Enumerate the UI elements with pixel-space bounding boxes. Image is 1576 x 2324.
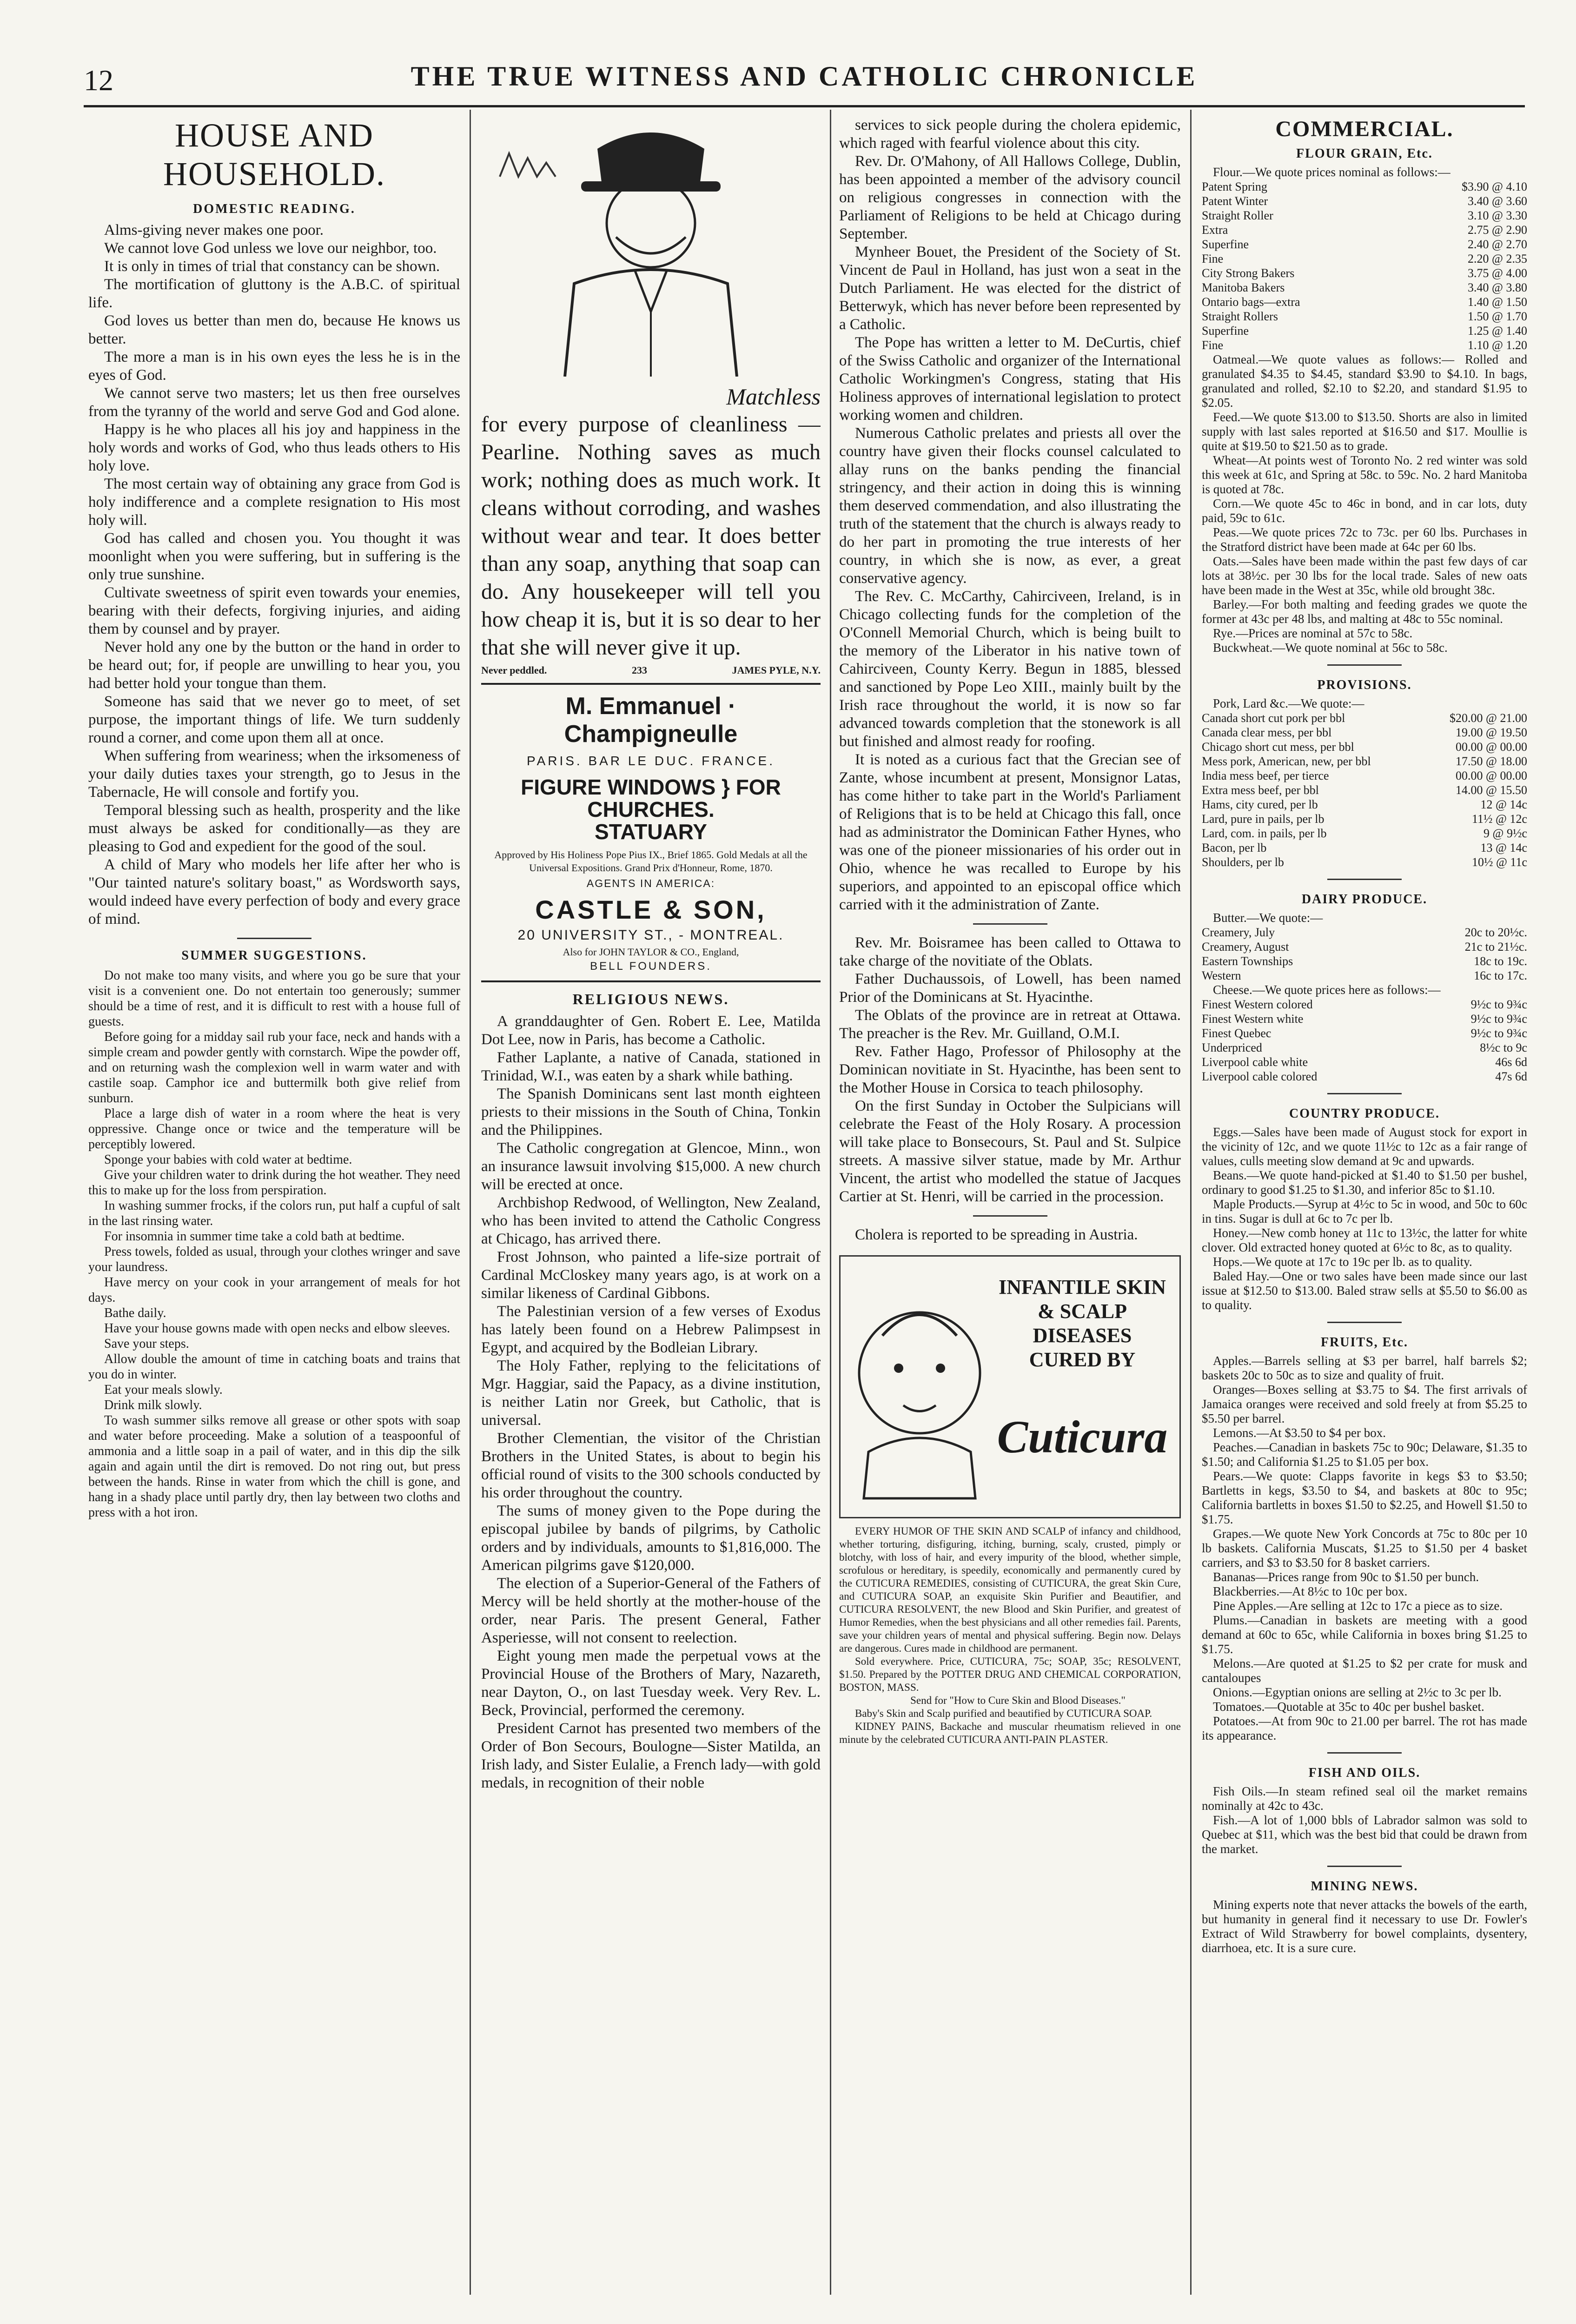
section-title: RELIGIOUS NEWS.	[572, 991, 729, 1007]
paragraph: Flour.—We quote prices nominal as follows:—	[1213, 165, 1450, 179]
ad-footer-number: 233	[631, 664, 647, 676]
price-item: City Strong Bakers	[1202, 266, 1295, 280]
paragraph: It is only in times of trial that constancy can be shown.	[104, 258, 440, 275]
paragraph: Cultivate sweetness of spirit even towards your enemies, bearing with their defects, forgiving injuries, and aiding them by counsel and by prayer.	[88, 584, 460, 637]
champigneulle-ad	[481, 683, 821, 982]
price-value: 47s 6d	[1495, 1070, 1527, 1083]
paragraph: Pears.—We quote: Clapps favorite in kegs $3 to $3.50; Bartletts in kegs, $3.50 to $4, and baskets at 80c to 95c; California bartletts in boxes $1.50 to $2.25, and Howell $1.50 to $1.75.	[1202, 1469, 1527, 1526]
price-row	[1202, 812, 1527, 826]
price-item: Mess pork, American, new, per bbl	[1202, 755, 1371, 768]
paragraph: The Holy Father, replying to the felicitations of Mgr. Haggiar, said the Papacy, as a divine institution, is neither Latin nor Greek, but Catholic, that is universal.	[481, 1357, 821, 1429]
paragraph: The Rev. C. McCarthy, Cahirciveen, Ireland, is in Chicago collecting funds for the completion of the O'Connell Memorial Church, which is being built to the memory of the Liberator in his native town of Cahirciveen, County Kerry. Begun in 1885, blessed and sanctioned by Pope Leo XIII., mainly built by the Irish race throughout the world, it is now so far advanced towards completion that the stonework is all but finished and almost ready for roofing.	[839, 588, 1181, 750]
price-item: Superfine	[1202, 238, 1249, 251]
price-item: Ontario bags—extra	[1202, 295, 1300, 309]
paragraph: Never hold any one by the button or the hand in order to be heard out; for, if people are unwilling to hear you, you had better hold your tongue than them.	[88, 639, 460, 692]
ad-footer	[481, 664, 821, 676]
divider	[1327, 1322, 1402, 1323]
paragraph: Sponge your babies with cold water at bedtime.	[104, 1152, 352, 1167]
price-value: 46s 6d	[1495, 1055, 1527, 1069]
subsection-title: FISH AND OILS.	[1308, 1766, 1421, 1780]
subsection-title: DAIRY PRODUCE.	[1301, 892, 1428, 907]
paragraph: Hops.—We quote at 17c to 19c per lb. as to quality.	[1213, 1255, 1472, 1269]
paragraph: The Catholic congregation at Glencoe, Minn., won an insurance lawsuit involving $15,000. A new church will be erected at once.	[481, 1140, 821, 1193]
cuticura-ad-title: INFANTILE SKIN & SCALP DISEASES CURED BY	[999, 1276, 1166, 1371]
price-item: Fine	[1202, 252, 1224, 265]
provisions-price-table	[1202, 711, 1527, 869]
paragraph: Honey.—New comb honey at 11c to 13½c, the latter for white clover. Old extracted honey quoted at 6½c to 8c, as to quality.	[1202, 1226, 1527, 1254]
ad-footer-right: JAMES PYLE, N.Y.	[732, 664, 821, 676]
price-row	[1202, 954, 1527, 968]
ad-address: PARIS. BAR LE DUC. FRANCE.	[526, 754, 775, 768]
price-item: Extra mess beef, per bbl	[1202, 783, 1319, 797]
paragraph: Potatoes.—At from 90c to 21.00 per barrel. The rot has made its appearance.	[1202, 1714, 1527, 1742]
price-item: Finest Quebec	[1202, 1026, 1271, 1040]
subsection-title: DOMESTIC READING.	[193, 202, 356, 216]
pearline-ad-text: for every purpose of cleanliness — Pearline. Nothing saves as much work; nothing does as much work. It cleans without corroding, and washes without wear and tear. It does better than any soap, anything that soap can do. Any housekeeper will tell you how cheap it is, but it is so dear to her that she will never give it up.	[481, 412, 821, 660]
price-value: $20.00 @ 21.00	[1450, 711, 1527, 725]
price-value: 20c to 20½c.	[1464, 926, 1527, 939]
paragraph: Melons.—Are quoted at $1.25 to $2 per crate for musk and cantaloupes	[1202, 1656, 1527, 1685]
paragraph: We cannot love God unless we love our neighbor, too.	[104, 240, 437, 257]
paragraph: Drink milk slowly.	[104, 1398, 202, 1412]
price-value: 2.40 @ 2.70	[1468, 238, 1527, 251]
paragraph: Mining experts note that never attacks the bowels of the earth, but humanity in general find it necessary to use Dr. Fowler's Extract of Wild Strawberry for bowel complaints, dysentery, diarrhoea, etc. It is a sure cure.	[1202, 1898, 1527, 1955]
paragraph: The mortification of gluttony is the A.B.C. of spiritual life.	[88, 276, 460, 311]
paragraph: The Palestinian version of a few verses of Exodus has lately been found on a Hebrew Palimpsest in Egypt, and acquired by the Bodleian Library.	[481, 1303, 821, 1356]
price-value: 2.75 @ 2.90	[1468, 223, 1527, 237]
price-value: 00.00 @ 00.00	[1456, 769, 1527, 782]
price-value: 9½c to 9¾c	[1470, 1026, 1527, 1040]
cheese-price-table	[1202, 997, 1527, 1084]
divider	[973, 923, 1047, 925]
price-value: 2.20 @ 2.35	[1468, 252, 1527, 265]
divider	[1327, 879, 1402, 880]
price-row	[1202, 1012, 1527, 1026]
paragraph: The Oblats of the province are in retreat at Ottawa. The preacher is the Rev. Mr. Guilland, O.M.I.	[839, 1007, 1181, 1042]
paragraph: Father Duchaussois, of Lowell, has been named Prior of the Dominicans at St. Hyacinthe.	[839, 971, 1181, 1006]
paragraph: The election of a Superior-General of the Fathers of Mercy will be held shortly at the mother-house of the order, near Paris. The present General, Father Asperiesse, will not consent to reelection.	[481, 1575, 821, 1646]
ad-also: Also for JOHN TAYLOR & CO., England,	[563, 946, 739, 958]
paragraph: Tomatoes.—Quotable at 35c to 40c per bushel basket.	[1213, 1700, 1484, 1714]
price-value: 18c to 19c.	[1474, 954, 1527, 968]
price-row	[1202, 740, 1527, 754]
price-value: 3.75 @ 4.00	[1468, 266, 1527, 280]
column-divider	[830, 110, 831, 2295]
divider	[237, 938, 311, 939]
price-value: 12 @ 14c	[1480, 798, 1527, 811]
paragraph: EVERY HUMOR OF THE SKIN AND SCALP of infancy and childhood, whether torturing, disfiguring, itching, burning, scaly, crusted, pimply or blotchy, with loss of hair, and every impurity of the blood, whether simple, scrofulous or hereditary, is speedily, economically and permanently cured by the CUTICURA REMEDIES, consisting of CUTICURA, the great Skin Cure, and CUTICURA SOAP, an exquisite Skin Purifier and Beautifier, and CUTICURA RESOLVENT, the new Blood and Skin Purifier, and greatest of Humor Remedies, when the best physicians and all other remedies fail. Parents, save your children years of mental and physical suffering. Begin now. Delays are dangerous. Cures made in childhood are permanent.	[839, 1525, 1181, 1654]
paragraph: Maple Products.—Syrup at 4½c to 5c in wood, and 50c to 60c in tins. Sugar is dull at 6c to 7c per lb.	[1202, 1197, 1527, 1225]
paragraph: Oats.—Sales have been made within the past few days of car lots at 38½c. per 30 lbs for the local trade. Sales of new oats have been made in the West at 35c, while old brought 38c.	[1202, 554, 1527, 597]
subsection-title: COUNTRY PRODUCE.	[1289, 1106, 1440, 1121]
price-value: 9½c to 9¾c	[1470, 998, 1527, 1011]
paragraph: On the first Sunday in October the Sulpicians will celebrate the Feast of the Holy Rosary. A procession will take place to Bonsecours, St. Paul and St. Sulpice streets. A massive silver statue, made by Mr. Arthur Vincent, the artist who modelled the statue of Jacques Cartier at St. Henri, will be carried in the procession.	[839, 1098, 1181, 1205]
paragraph: Corn.—We quote 45c to 46c in bond, and in car lots, duty paid, 59c to 61c.	[1202, 497, 1527, 525]
subsection-title: PROVISIONS.	[1317, 678, 1412, 692]
paragraph: KIDNEY PAINS, Backache and muscular rheumatism relieved in one minute by the celebrated CUTICURA ANTI-PAIN PLASTER.	[839, 1721, 1181, 1745]
paragraph: services to sick people during the cholera epidemic, which raged with fearful violence about this city.	[839, 117, 1181, 152]
paragraph: Do not make too many visits, and where you go be sure that your visit is a convenient one. Do not entertain too generously; summer should be a time of rest, and it is difficult to rest with a house full of guests.	[88, 968, 460, 1029]
paragraph: Rev. Dr. O'Mahony, of All Hallows College, Dublin, has been appointed a member of the advisory council on religious congresses in connection with the Parliament of Religions to be held at Chicago during September.	[839, 153, 1181, 242]
price-row	[1202, 754, 1527, 768]
fish-text	[1202, 1784, 1527, 1856]
flour-price-table	[1202, 179, 1527, 352]
paragraph: Peas.—We quote prices 72c to 73c. per 60 lbs. Purchases in the Stratford district have been made at 64c per 60 lbs.	[1202, 525, 1527, 554]
section-title: COMMERCIAL.	[1275, 117, 1454, 141]
price-row	[1202, 968, 1527, 983]
price-item: Canada clear mess, per bbl	[1202, 726, 1332, 739]
price-value: 9 @ 9½c	[1483, 827, 1527, 840]
price-item: Shoulders, per lb	[1202, 855, 1284, 869]
paragraph: The Spanish Dominicans sent last month eighteen priests to their missions in the South of China, Tonkin and the Philippines.	[481, 1086, 821, 1139]
price-item: Lard, pure in pails, per lb	[1202, 812, 1324, 826]
paragraph: Rev. Father Hago, Professor of Philosophy at the Dominican novitiate in St. Hyacinthe, has been sent to the Mother House in Corsica to teach philosophy.	[839, 1043, 1181, 1096]
price-row	[1202, 266, 1527, 280]
paragraph: Onions.—Egyptian onions are selling at 2½c to 3c per lb.	[1213, 1685, 1502, 1699]
price-value: 1.10 @ 1.20	[1468, 338, 1527, 352]
cuticura-ad-illustration	[839, 1255, 1181, 1518]
ad-street: 20 UNIVERSITY ST., - MONTREAL.	[517, 927, 784, 943]
price-value: 14.00 @ 15.50	[1456, 783, 1527, 797]
paragraph: Eight young men made the perpetual vows at the Provincial House of the Brothers of Mary, Nazareth, near Dayton, O., on last Tuesday week. Very Rev. L. Beck, Provincial, performed the ceremony.	[481, 1648, 821, 1719]
paragraph: Father Laplante, a native of Canada, stationed in Trinidad, W.I., was eaten by a shark while bathing.	[481, 1049, 821, 1084]
column-house-and-household	[88, 116, 460, 2297]
price-value: 3.40 @ 3.60	[1468, 194, 1527, 208]
paragraph: Plums.—Canadian in baskets are meeting with a good demand at 60c to 65c, while California in boxes bring $1.25 to $1.75.	[1202, 1613, 1527, 1656]
price-item: Straight Roller	[1202, 209, 1273, 222]
paragraph: Peaches.—Canadian in baskets 75c to 90c; Delaware, $1.35 to $1.50; and California $1.25 to $1.05 per box.	[1202, 1440, 1527, 1469]
column-divider	[470, 110, 471, 2295]
page-number: 12	[84, 64, 113, 97]
paragraph: Blackberries.—At 8½c to 10c per box.	[1213, 1584, 1408, 1598]
paragraph: Allow double the amount of time in catching boats and trains that you do in winter.	[88, 1352, 460, 1382]
fruits-text	[1202, 1354, 1527, 1743]
paragraph: Archbishop Redwood, of Wellington, New Zealand, who has been invited to attend the Catholic Congress at Chicago, has arrived there.	[481, 1194, 821, 1247]
price-value: 19.00 @ 19.50	[1456, 726, 1527, 739]
price-row	[1202, 997, 1527, 1012]
paragraph: Baled Hay.—One or two sales have been made since our last issue at $12.50 to $13.00. Baled straw sells at $5.50 to $6.00 as to quality.	[1202, 1269, 1527, 1312]
price-row	[1202, 179, 1527, 194]
price-item: Straight Rollers	[1202, 310, 1278, 323]
price-row	[1202, 1055, 1527, 1069]
paragraph: Eat your meals slowly.	[104, 1383, 223, 1397]
paragraph: Buckwheat.—We quote nominal at 56c to 58c.	[1213, 641, 1448, 655]
price-row	[1202, 324, 1527, 338]
subsection-title: FLOUR GRAIN, Etc.	[1296, 146, 1433, 161]
cuticura-brand: Cuticura	[997, 1411, 1168, 1463]
paragraph: Frost Johnson, who painted a life-size portrait of Cardinal McCloskey many years ago, is at work on a similar likeness of Cardinal Gibbons.	[481, 1249, 821, 1302]
column-divider	[1190, 110, 1192, 2295]
price-value: 16c to 17c.	[1474, 969, 1527, 982]
divider	[1327, 664, 1402, 666]
paragraph: It is noted as a curious fact that the Grecian see of Zante, whose incumbent at present, Monsignor Latas, has come hither to take part in the World's Parliament of Religions that is to be held at Chicago this fall, once had as administrator the Dominican Father Hynes, who was one of the pioneer missionaries of his order out in Ohio, whence he was recalled to Europe by his superiors, and appointed to an episcopal office which carried with it the administration of Zante.	[839, 751, 1181, 913]
price-row	[1202, 768, 1527, 783]
price-item: Finest Western white	[1202, 1012, 1304, 1026]
price-row	[1202, 940, 1527, 954]
paragraph: President Carnot has presented two members of the Order of Bon Secours, Boulogne—Sister Matilda, an Irish lady, and Sister Eulalie, a French lady—with gold medals, in recognition of their noble	[481, 1720, 821, 1791]
paragraph: Mynheer Bouet, the President of the Society of St. Vincent de Paul in Holland, has just won a seat in the Dutch Parliament. He was elected for the district of Betterwyk, which has never before been represented by a Catholic.	[839, 244, 1181, 333]
subsection-title: MINING NEWS.	[1311, 1879, 1418, 1894]
paragraph: Oranges—Boxes selling at $3.75 to $4. The first arrivals of Jamaica oranges were received and sold freely at from $5.25 to $5.50 per barrel.	[1202, 1383, 1527, 1425]
country-produce-text	[1202, 1125, 1527, 1312]
paragraph: Pork, Lard &c.—We quote:—	[1213, 696, 1364, 710]
paragraph: Bathe daily.	[104, 1306, 166, 1320]
summer-suggestions-text	[88, 968, 460, 1520]
price-row	[1202, 1040, 1527, 1055]
divider	[1327, 1752, 1402, 1754]
price-value: 3.40 @ 3.80	[1468, 281, 1527, 294]
price-item: Chicago short cut mess, per bbl	[1202, 740, 1354, 754]
paragraph: Fish Oils.—In steam refined seal oil the market remains nominally at 42c to 43c.	[1202, 1784, 1527, 1813]
price-item: Hams, city cured, per lb	[1202, 798, 1318, 811]
butter-price-table	[1202, 925, 1527, 983]
ad-name: M. Emmanuel · Champigneulle	[564, 693, 738, 748]
price-value: $3.90 @ 4.10	[1462, 180, 1527, 193]
paragraph: Brother Clementian, the visitor of the Christian Brothers in the United States, is about to begin his official round of visits to the 300 schools conducted by his order throughout the country.	[481, 1430, 821, 1501]
price-value: 10½ @ 11c	[1471, 855, 1527, 869]
column-news-continued	[839, 116, 1181, 2297]
paragraph: Alms-giving never makes one poor.	[104, 222, 324, 238]
ad-approval: Approved by His Holiness Pope Pius IX., Brief 1865. Gold Medals at all the Universal Expositions. Grand Prix d'Honneur, Rome, 1870.	[494, 849, 808, 874]
price-value: 00.00 @ 00.00	[1456, 740, 1527, 754]
ad-product-line-2: STATUARY	[595, 820, 707, 844]
column-ads-and-religious-news	[481, 116, 821, 2297]
price-item: Canada short cut pork per bbl	[1202, 711, 1345, 725]
paragraph: A granddaughter of Gen. Robert E. Lee, Matilda Dot Lee, now in Paris, has become a Catholic.	[481, 1013, 821, 1048]
paragraph: Feed.—We quote $13.00 to $13.50. Shorts are also in limited supply with last sales reported at $16.50 and $17. Moullie is quite at $19.50 to $21.50 as to grade.	[1202, 410, 1527, 453]
paragraph: When suffering from weariness; when the irksomeness of your daily duties taxes your strength, go to Jesus in the Tabernacle, He will console and fortify you.	[88, 748, 460, 801]
paragraph: We cannot serve two masters; let us then free ourselves from the tyranny of the world and serve God and God alone.	[88, 385, 460, 420]
price-row	[1202, 237, 1527, 252]
paragraph: The more a man is in his own eyes the less he is in the eyes of God.	[88, 349, 460, 384]
header-rule	[84, 105, 1525, 107]
ad-bell: BELL FOUNDERS.	[590, 960, 712, 973]
price-row	[1202, 252, 1527, 266]
paragraph: God has called and chosen you. You thought it was moonlight when you were suffering, but in suffering is the only true sunshine.	[88, 530, 460, 583]
ad-firm: CASTLE & SON,	[535, 895, 767, 924]
paragraph: Eggs.—Sales have been made of August stock for export in the vicinity of 12c, and we quote 11½c to 12c as a fair range of values, culls meeting slow demand at 9c and upwards.	[1202, 1125, 1527, 1168]
paragraph: Happy is he who places all his joy and happiness in the holy words and works of God, who thus leads others to His holy love.	[88, 421, 460, 474]
paragraph: For insomnia in summer time take a cold bath at bedtime.	[104, 1229, 405, 1244]
section-title: HOUSE AND HOUSEHOLD.	[163, 117, 385, 192]
price-value: 17.50 @ 18.00	[1456, 755, 1527, 768]
divider	[973, 1215, 1047, 1217]
paragraph: Butter.—We quote:—	[1213, 911, 1323, 925]
price-item: Superfine	[1202, 324, 1249, 338]
paragraph: Cheese.—We quote prices here as follows:—	[1213, 983, 1441, 997]
paragraph: Wheat—At points west of Toronto No. 2 red winter was sold this week at 61c, and Spring at 58c. to 59c. No. 2 hard Manitoba is quoted at 78c.	[1202, 453, 1527, 496]
price-item: Liverpool cable white	[1202, 1055, 1308, 1069]
price-value: 11½ @ 12c	[1471, 812, 1527, 826]
cuticura-ad-text	[839, 1525, 1181, 1746]
news-text	[839, 116, 1181, 1244]
paragraph: The Pope has written a letter to M. DeCurtis, chief of the Swiss Catholic and organizer of the International Catholic Workingmen's Congress, stating that His Holiness approves of international legislation to protect working women and children.	[839, 334, 1181, 424]
paragraph: Have mercy on your cook in your arrangement of meals for hot days.	[88, 1275, 460, 1305]
paragraph: Oatmeal.—We quote values as follows:— Rolled and granulated $4.35 to $4.45, standard $3.90 to $4.10. In bags, granulated and rolled, $2.10 to $2.20, and standard $1.95 to $2.05.	[1202, 352, 1527, 410]
paragraph: Barley.—For both malting and feeding grades we quote the former at 43c per 48 lbs, and malting at 48c to 55c nominal.	[1202, 597, 1527, 626]
paragraph: The most certain way of obtaining any grace from God is holy indifference and a complete resignation to His most holy will.	[88, 476, 460, 529]
paragraph: To wash summer silks remove all grease or other spots with soap and water before proceeding. Make a solution of a teaspoonful of ammonia and a little soap in a pail of water, and in this dip the silk again and again until the dirt is removed. Do not ring out, but press between the hands. Rinse in water from which the chill is gone, and hang in a shady place until partly dry, then lay between two cloths and press with a hot iron.	[88, 1413, 460, 1520]
paragraph: In washing summer frocks, if the colors run, put half a cupful of salt in the last rinsing water.	[88, 1198, 460, 1228]
paragraph: Sold everywhere. Price, CUTICURA, 75c; SOAP, 35c; RESOLVENT, $1.50. Prepared by the POTTER DRUG AND CHEMICAL CORPORATION, BOSTON, MASS.	[839, 1655, 1181, 1693]
paragraph: Save your steps.	[104, 1337, 189, 1351]
flour-text	[1202, 352, 1527, 655]
price-item: Manitoba Bakers	[1202, 281, 1285, 294]
price-item: Patent Spring	[1202, 180, 1267, 193]
price-row	[1202, 783, 1527, 797]
man-in-bowler-hat-illustration	[481, 116, 821, 377]
price-row	[1202, 925, 1527, 940]
price-item: Eastern Townships	[1202, 954, 1293, 968]
price-item: Patent Winter	[1202, 194, 1268, 208]
paragraph: Beans.—We quote hand-picked at $1.40 to $1.50 per bushel, ordinary to good $1.25 to $1.30, and inferior 85c to $1.10.	[1202, 1168, 1527, 1197]
price-item: Underpriced	[1202, 1041, 1262, 1054]
paragraph: The sums of money given to the Pope during the episcopal jubilee by bands of pilgrims, by Catholic orders and by individuals, amounts to $1,816,000. The American pilgrims gave $120,000.	[481, 1503, 821, 1574]
domestic-reading-text	[88, 221, 460, 928]
price-item: Extra	[1202, 223, 1228, 237]
price-row	[1202, 826, 1527, 841]
price-row	[1202, 280, 1527, 295]
price-row	[1202, 855, 1527, 869]
paragraph: Press towels, folded as usual, through your clothes wringer and save your laundress.	[88, 1245, 460, 1274]
masthead-title: THE TRUE WITNESS AND CATHOLIC CHRONICLE	[411, 61, 1198, 92]
paragraph: Give your children water to drink during the hot weather. They need this to make up for the loss from perspiration.	[88, 1168, 460, 1198]
price-value: 3.10 @ 3.30	[1468, 209, 1527, 222]
price-item: Fine	[1202, 338, 1224, 352]
price-row	[1202, 797, 1527, 812]
price-row	[1202, 223, 1527, 237]
price-value: 13 @ 14c	[1480, 841, 1527, 854]
price-item: Finest Western colored	[1202, 998, 1313, 1011]
price-item: India mess beef, per tierce	[1202, 769, 1329, 782]
price-item: Liverpool cable colored	[1202, 1070, 1318, 1083]
religious-news-text	[481, 1013, 821, 1792]
paragraph: Cholera is reported to be spreading in Austria.	[855, 1226, 1138, 1243]
price-row	[1202, 1069, 1527, 1084]
paragraph: Fish.—A lot of 1,000 bbls of Labrador salmon was sold to Quebec at $11, which was the best bid that could be drawn from the market.	[1202, 1813, 1527, 1856]
divider	[1327, 1866, 1402, 1867]
price-item: Creamery, July	[1202, 926, 1275, 939]
price-value: 9½c to 9¾c	[1470, 1012, 1527, 1026]
paragraph: Place a large dish of water in a room where the heat is very oppressive. Change once or twice and the temperature will be perceptibly lowered.	[88, 1106, 460, 1152]
price-row	[1202, 338, 1527, 352]
price-row	[1202, 309, 1527, 324]
subsection-title: SUMMER SUGGESTIONS.	[181, 948, 367, 963]
price-item: Bacon, per lb	[1202, 841, 1267, 854]
paragraph: Send for "How to Cure Skin and Blood Diseases."	[910, 1695, 1126, 1706]
ad-footer-left: Never peddled.	[481, 664, 547, 676]
ad-headline: Matchless	[726, 384, 821, 410]
paragraph: Someone has said that we never go to meet, of set purpose, the important things of life. We turn suddenly round a corner, and come upon them all at once.	[88, 693, 460, 746]
price-value: 8½c to 9c	[1480, 1041, 1527, 1054]
price-item: Western	[1202, 969, 1241, 982]
paragraph: Rev. Mr. Boisramee has been called to Ottawa to take charge of the novitiate of the Oblats.	[839, 934, 1181, 969]
ad-agents: AGENTS IN AMERICA:	[586, 877, 715, 889]
column-commercial	[1202, 116, 1527, 2297]
paragraph: Grapes.—We quote New York Concords at 75c to 80c per 10 lb baskets. California Muscats, $1.25 to $1.50 per 4 basket carriers, and $3 to $3.50 for 8 basket carriers.	[1202, 1527, 1527, 1569]
price-row	[1202, 295, 1527, 309]
subsection-title: FRUITS, Etc.	[1320, 1335, 1409, 1350]
divider	[1327, 1093, 1402, 1094]
price-value: 1.50 @ 1.70	[1468, 310, 1527, 323]
price-row	[1202, 725, 1527, 740]
price-value: 1.25 @ 1.40	[1468, 324, 1527, 338]
paragraph: Lemons.—At $3.50 to $4 per box.	[1213, 1426, 1386, 1440]
paragraph: Baby's Skin and Scalp purified and beautified by CUTICURA SOAP.	[855, 1708, 1152, 1719]
paragraph: Bananas—Prices range from 90c to $1.50 per bunch.	[1213, 1570, 1479, 1584]
paragraph: Before going for a midday sail rub your face, neck and hands with a simple cream and powder gently with cornstarch. Wipe the powder off, and on returning wash the complexion well in warm water and with castile soap. Camphor ice and buttermilk both give relief from sunburn.	[88, 1030, 460, 1106]
paragraph: Pine Apples.—Are selling at 12c to 17c a piece as to size.	[1213, 1599, 1503, 1613]
price-row	[1202, 711, 1527, 725]
price-row	[1202, 1026, 1527, 1040]
price-value: 21c to 21½c.	[1464, 940, 1527, 953]
price-row	[1202, 841, 1527, 855]
price-item: Creamery, August	[1202, 940, 1289, 953]
paragraph: Temporal blessing such as health, prosperity and the like must always be asked for conditionally—as they are pleasing to God and expedient for the good of the soul.	[88, 802, 460, 855]
price-value: 1.40 @ 1.50	[1468, 295, 1527, 309]
price-row	[1202, 194, 1527, 208]
paragraph: A child of Mary who models her life after her who is "Our tainted nature's solitary boast," as Wordsworth says, would indeed have every perfection of body and every grace of mind.	[88, 856, 460, 927]
paragraph: Apples.—Barrels selling at $3 per barrel, half barrels $2; baskets 20c to 50c as to size and quality of fruit.	[1202, 1354, 1527, 1382]
page-header	[84, 60, 1525, 102]
price-row	[1202, 208, 1527, 223]
paragraph: God loves us better than men do, because He knows us better.	[88, 312, 460, 347]
price-item: Lard, com. in pails, per lb	[1202, 827, 1327, 840]
paragraph: Have your house gowns made with open necks and elbow sleeves.	[104, 1321, 450, 1336]
ad-product-line: FIGURE WINDOWS } FOR CHURCHES.	[521, 775, 781, 821]
paragraph: Rye.—Prices are nominal at 57c to 58c.	[1213, 626, 1413, 640]
paragraph: Numerous Catholic prelates and priests all over the country have given their flocks counsel calculated to allay runs on the banks pending the financial stringency, and their action in doing this is winning them deserved commendation, and also illustrating the truth of the statement that the church is always ready to do her part in promoting the true interests of her country, in which she is now, as ever, a great conservative agency.	[839, 425, 1181, 587]
